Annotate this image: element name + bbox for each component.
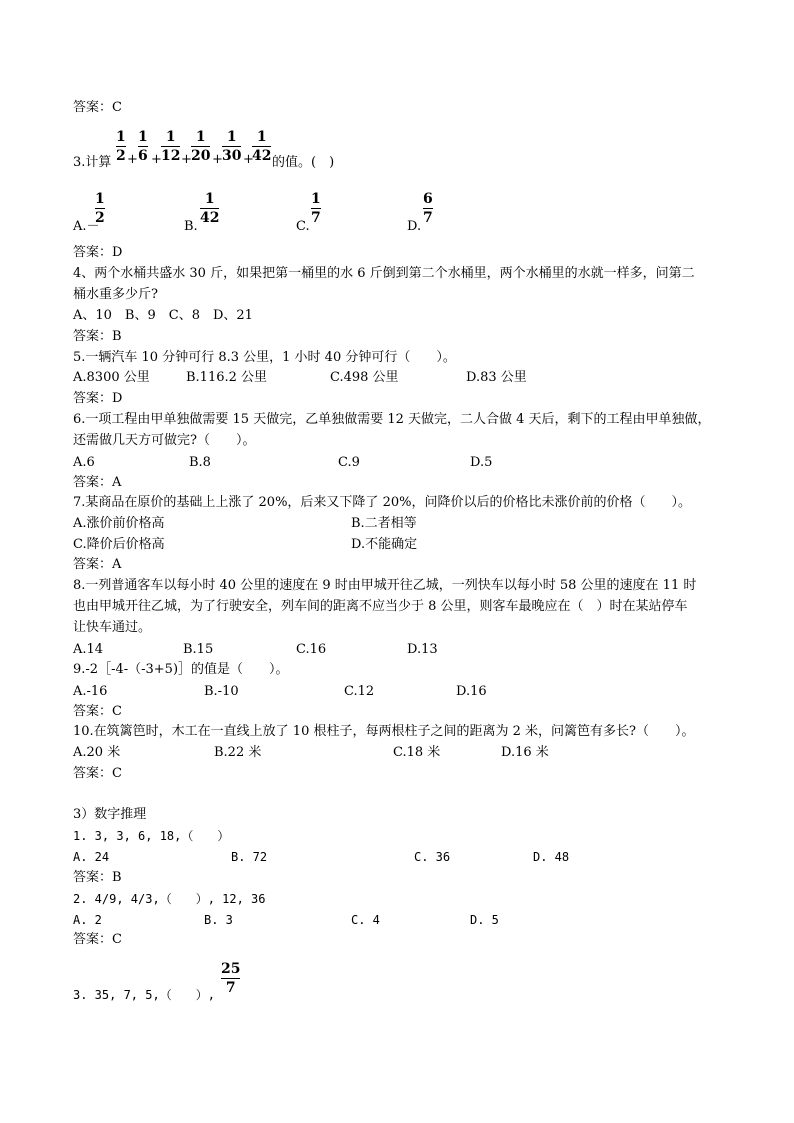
n3-line: 3. 35, 7, 5,（ ）, bbox=[73, 988, 215, 1002]
q4-answer: 答案：B bbox=[73, 329, 122, 344]
q3-option-b-fraction: 1 42 bbox=[200, 191, 220, 226]
n1-option-c: C. 36 bbox=[414, 850, 451, 864]
n1-line: 1. 3, 3, 6, 18,（ ） bbox=[73, 829, 230, 843]
q7-option-b: B.二者相等 bbox=[351, 516, 417, 531]
q8-option-b: B.15 bbox=[183, 642, 214, 657]
q9-option-d: D.16 bbox=[456, 684, 487, 699]
q3-fraction-1: 1 2 bbox=[116, 129, 126, 164]
section-heading: 3）数字推理 bbox=[73, 807, 147, 822]
q9-option-a: A.-16 bbox=[73, 684, 108, 699]
plus-sign: + bbox=[127, 152, 138, 167]
n2-option-b: B. 3 bbox=[204, 913, 233, 927]
q5-option-a: A.8300 公里 bbox=[73, 370, 150, 385]
q3-answer: 答案：D bbox=[73, 245, 123, 260]
plus-sign: + bbox=[212, 152, 223, 167]
q4-options: A、10 B、9 C、8 D、21 bbox=[73, 308, 253, 323]
q9-answer: 答案：C bbox=[73, 704, 122, 719]
q3-fraction-2: 1 6 bbox=[138, 129, 148, 164]
q5-line-1: 5.一辆汽车 10 分钟可行 8.3 公里，1 小时 40 分钟可行（ ）。 bbox=[73, 350, 456, 365]
n2-option-c: C. 4 bbox=[351, 913, 380, 927]
n2-line: 2. 4/9, 4/3,（ ）, 12, 36 bbox=[73, 892, 266, 906]
q10-line-1: 10.在筑篱笆时，木工在一直线上放了 10 根柱子，每两根柱子之间的距离为 2 米，问篱笆有多长?（ ）。 bbox=[73, 724, 695, 739]
plus-sign: + bbox=[181, 152, 192, 167]
q3-option-d-fraction: 6 7 bbox=[423, 191, 433, 226]
q6-line-1: 6.一项工程由甲单独做需要 15 天做完，乙单独做需要 12 天做完，二人合做 4 天后，剩下的工程由甲单独做， bbox=[73, 412, 711, 427]
q6-option-d: D.5 bbox=[470, 455, 493, 470]
q9-line-1: 9.-2［-4-（-3+5)］的值是（ ）。 bbox=[73, 662, 289, 677]
q3-fraction-3: 1 12 bbox=[161, 129, 181, 164]
q10-answer: 答案：C bbox=[73, 766, 122, 781]
q6-answer: 答案：A bbox=[73, 475, 122, 490]
q7-answer: 答案：A bbox=[73, 557, 122, 572]
q9-option-b: B.-10 bbox=[204, 684, 239, 699]
q3-option-d: D. bbox=[407, 219, 422, 234]
q4-line-1: 4、两个水桶共盛水 30 斤，如果把第一桶里的水 6 斤倒到第二个水桶里，两个水桶里的水就一样多，问第二 bbox=[73, 266, 695, 281]
n1-option-b: B. 72 bbox=[231, 850, 268, 864]
q3-option-b: B. bbox=[184, 219, 198, 234]
n3-fraction: 25 7 bbox=[221, 961, 241, 996]
q8-line-3: 让快车通过。 bbox=[73, 620, 152, 635]
q10-option-a: A.20 米 bbox=[73, 745, 121, 760]
n1-answer: 答案：B bbox=[73, 870, 122, 885]
q10-option-c: C.18 米 bbox=[393, 745, 441, 760]
q6-option-c: C.9 bbox=[338, 455, 360, 470]
q8-line-1: 8.一列普通客车以每小时 40 公里的速度在 9 时由甲城开往乙城，一列快车以每小时 58 公里的速度在 11 时 bbox=[73, 578, 697, 593]
plus-sign: + bbox=[151, 152, 162, 167]
q9-option-c: C.12 bbox=[344, 684, 375, 699]
q8-option-c: C.16 bbox=[296, 642, 327, 657]
q3-option-c: C. bbox=[296, 219, 310, 234]
q8-option-a: A.14 bbox=[73, 642, 104, 657]
q7-line-1: 7.某商品在原价的基础上上涨了 20%，后来又下降了 20%，问降价以后的价格比未涨价前的价格（ ）。 bbox=[73, 495, 691, 510]
q3-suffix: 的值。( ) bbox=[272, 155, 335, 170]
q7-option-d: D.不能确定 bbox=[351, 537, 418, 552]
q6-line-2: 还需做几天方可做完?（ ）。 bbox=[73, 433, 256, 448]
q3-option-a-fraction: 1 2 bbox=[95, 191, 105, 226]
q10-option-b: B.22 米 bbox=[214, 745, 262, 760]
q8-option-d: D.13 bbox=[407, 642, 438, 657]
q3-fraction-6: 1 42 bbox=[252, 129, 272, 164]
n2-option-a: A. 2 bbox=[73, 913, 102, 927]
q10-option-d: D.16 米 bbox=[501, 745, 549, 760]
q7-option-c: C.降价后价格高 bbox=[73, 537, 165, 552]
q5-option-d: D.83 公里 bbox=[466, 370, 527, 385]
answer-prev: 答案：C bbox=[73, 100, 122, 115]
q3-prefix: 3.计算 bbox=[73, 155, 112, 170]
q5-answer: 答案：D bbox=[73, 391, 123, 406]
q3-fraction-4: 1 20 bbox=[191, 129, 211, 164]
q5-option-b: B.116.2 公里 bbox=[186, 370, 268, 385]
q7-option-a: A.涨价前价格高 bbox=[73, 516, 165, 531]
n1-option-a: A. 24 bbox=[73, 850, 110, 864]
q8-line-2: 也由甲城开往乙城，为了行驶安全，列车间的距离不应当少于 8 公里，则客车最晚应在（ ）时在某站停车 bbox=[73, 599, 688, 614]
n1-option-d: D. 48 bbox=[533, 850, 570, 864]
q6-option-b: B.8 bbox=[189, 455, 211, 470]
q3-option-c-fraction: 1 7 bbox=[311, 191, 321, 226]
q6-option-a: A.6 bbox=[73, 455, 95, 470]
q3-option-a: A.－ bbox=[73, 219, 100, 234]
plus-sign: + bbox=[243, 152, 254, 167]
n2-option-d: D. 5 bbox=[470, 913, 499, 927]
q5-option-c: C.498 公里 bbox=[330, 370, 399, 385]
q4-line-2: 桶水重多少斤? bbox=[73, 287, 158, 302]
q3-fraction-5: 1 30 bbox=[222, 129, 242, 164]
n2-answer: 答案：C bbox=[73, 932, 122, 947]
